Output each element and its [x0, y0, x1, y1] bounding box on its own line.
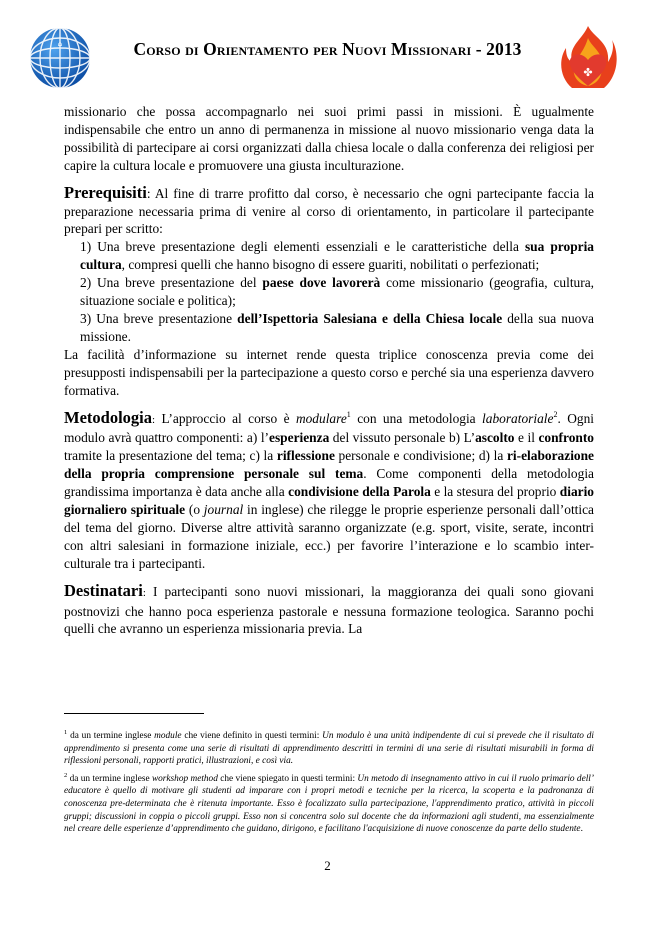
- prerequisiti-intro: Al fine di trarre profitto dal corso, è necessario che ogni partecipante faccia la preparazione necessaria prima di venire al corso di orientamento, in particolare il partecipante prepari per scritto:: [64, 185, 594, 237]
- list-item: 2) Una breve presentazione del paese dove lavorerà come missionario (geografia, cultura, situazione sociale e politica);: [80, 275, 594, 309]
- globe-icon: [29, 27, 91, 89]
- footnote-ref-2[interactable]: 2: [553, 409, 558, 419]
- heading-prerequisiti: Prerequisiti: [64, 182, 147, 202]
- list-item: 1) Una breve presentazione degli elementi essenziali e le caratteristiche della sua propria cultura, compresi quelli che hanno bisogno di essere guariti, nobilitati o perfezionati;: [80, 239, 595, 273]
- heart-flame-icon: [558, 24, 618, 96]
- footnote-2: $^2$ da un termine inglese workshop method che viene spiegato in questi termini: Un metodo di insegnamento attivo in cui il ruolo primario dell’ educatore è quello di motivare gli studenti ad imparare con i propri metodi e tecniche per la ricerca, la scoperta e la padronanza di conoscenza pre-determinata che è ritenuta importante. Esso è focalizzato sulla partecipazione, l'apprendimento pratico, attività in piccoli gruppi; discussioni in coppia o piccoli gruppi. Esso non si concentra solo sul docente che da informazioni agli studenti, ma essenzialmente nel creare delle esperienze d’apprendimento che guidano, dirigono, e facilitano l'acquisizione di nuove conoscenze da parte dello studente.: [64, 771, 594, 835]
- section-destinatari: Destinatari: I partecipanti sono nuovi missionari, la maggioranza dei quali sono giovani postnovizi che hanno poca esperienza pastorale e nessuna formazione teologica. Saranno pochi quelli che avranno un esperienza missionaria previa. La: [64, 580, 594, 637]
- footnote-1: $^1$ da un termine inglese module che viene definito in questi termini: Un modulo è una unità indipendente di cui si prevede che il risultato di apprendimento si presenta come una serie di risultati di apprendimento descritti in termini di una serie di risultati misurabili in forma di riflessioni personali, rapporti pratici, illustrazioni, e così via.: [64, 729, 594, 767]
- footnote-ref-1[interactable]: 1: [346, 409, 351, 419]
- section-metodologia: Metodologia: L’approccio al corso è modulare$^1$ con una metodologia laboratoriale$^2$. Ogni modulo avrà quattro componenti: a) l’esperienza del vissuto personale b) L’ascolto e il confronto tramite la presentazione del tema; c) la riflessione personale e condivisione; d) la ri-elaborazione della propria comprensione personale sul tema. Come componenti della metodologia grandissima importanza è data anche alla condivisione della Parola e la stesura del proprio diario giornaliero spirituale (o journal in inglese) che rilegge le proprie esperienze personali dall’ottica del tema del giorno. Diverse altre attività saranno organizzate (e.g. sport, visite, serate, incontri con altri salesiani in formazione iniziale, ecc.) per favorire l’interazione e lo scambio inter-culturale tra i partecipanti.: [64, 407, 595, 571]
- footnotes: [64, 730, 594, 841]
- prerequisiti-outro: La facilità d’informazione su internet rende questa triplice conoscenza previa come dei presupposti indispensabili per la partecipazione a questo corso e perché sia una esperienza davvero formativa.: [64, 346, 594, 398]
- main-content: [64, 103, 594, 638]
- svg-text:⌂: ⌂: [57, 40, 63, 48]
- section-prerequisiti: Prerequisiti: Al fine di trarre profitto dal corso, è necessario che ogni partecipante faccia la preparazione necessaria prima di venire al corso di orientamento, in particolare il partecipante prepari per scritto:: [64, 182, 594, 237]
- heading-metodologia: Metodologia: [64, 407, 152, 427]
- footnote-divider: [64, 713, 204, 714]
- page-header-title: Corso di Orientamento per Nuovi Missionari - 2013: [133, 39, 522, 59]
- page-number: 2: [324, 858, 331, 873]
- svg-text:✤: ✤: [583, 66, 593, 79]
- heading-destinatari: Destinatari: [64, 580, 143, 600]
- list-item: 3) Una breve presentazione dell’Ispettoria Salesiana e della Chiesa locale della sua nuova missione.: [80, 310, 594, 344]
- prerequisiti-list: [80, 238, 594, 345]
- paragraph-intro: missionario che possa accompagnarlo nei suoi primi passi in missioni. È ugualmente indispensabile che entro un anno di permanenza in missione al nuovo missionario venga data la possibilità di partecipare ai corsi organizzati dalla chiesa locale o dalla conferenza dei religiosi per capire la cultura locale e promuovere una giusta inculturazione.: [64, 104, 594, 173]
